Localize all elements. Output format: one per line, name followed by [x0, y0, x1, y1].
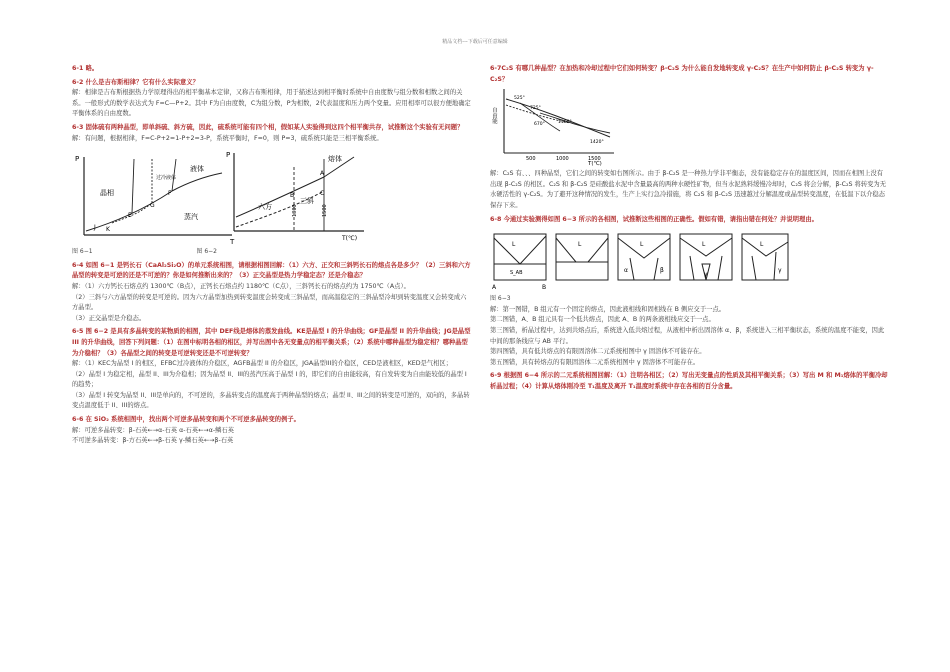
svg-text:E: E	[128, 212, 132, 220]
answer-6-3: 解：有问题，根据相律，F=C-P+2=1-P+2=3-P，系统平衡时，F=0，则 P=3，硫系统只能是三相平衡系统。	[72, 134, 383, 142]
svg-text:L: L	[760, 241, 764, 249]
answer-6-4-1: 解：（1）六方钙长石熔点约 1300℃（B点），正钙长石熔点约 1180℃（C点），三斜钙长石的熔点约为 1750℃（A点）。	[72, 282, 410, 290]
figure-6-3-container	[490, 228, 888, 294]
fig3-b-label: B	[542, 284, 547, 292]
c2s-temp-1420: 1420°	[590, 140, 604, 146]
c2s-tick-1500: 1500	[588, 156, 601, 163]
answer-6-8-5: 第五图错，具有转熔点的有限固溶体二元系统相图中 γ 固溶体不可能存在。	[490, 358, 700, 366]
answer-6-5-2: （2）晶型 I 为稳定相，晶型 II、III为介稳相；因为晶型 II、III的蒸汽压高于晶型 I 的，即它们的自由能较高，有自发转变为自由能较低的晶型 I 的趋势；	[72, 370, 467, 389]
fig2-melt-label: 熔体	[328, 155, 342, 164]
svg-text:B: B	[290, 192, 295, 200]
question-6-5: 6-5 图 6−2 是具有多晶转变的某物质的相图，其中 DEF线是熔体的蒸发曲线。KE是晶型 I 的升华曲线；GF是晶型 II 的升华曲线；JG是晶型 III 的升华曲线，回答下列问题：（1）在图中标明各相的相区，并写出图中各无变量点的相平衡关系；（2）系统中哪种晶型为稳定相？哪种晶型为介稳相？（3）各晶型之间的转变是可逆转变还是不可逆转变？	[72, 328, 471, 357]
answer-6-5-1: 解：（1）KEC为晶型 I 的相区，EFBC过冷液体的介稳区，AGFB晶型 II 的介稳区，JGA晶型III的介稳区，CED是液相区，KED是气相区；	[72, 360, 453, 368]
question-6-3: 6-3 固体硫有两种晶型，即单斜硫、斜方硫，因此，硫系统可能有四个相，假如某人实验得到这四个相平衡共存，试推断这个实验有无问题？	[72, 123, 464, 131]
answer-6-6-1: 解：可逆多晶转变：β-石英←→α-石英 α-石英←→α-鳞石英	[72, 426, 235, 434]
fig3-l-label-1: L	[512, 241, 516, 249]
answer-6-5-3: （3）晶型 I 转变为晶型 II、III是单向的，不可逆的，多晶转变点的温度高于两种晶型的熔点；晶型 II、III之间的转变是可逆的，双向的，多晶转变点温度低于 II、III的熔点。	[72, 391, 470, 410]
fig1-vapor-label: 蒸汽	[184, 213, 198, 222]
figure-c2s-free-energy	[490, 85, 620, 167]
svg-text:α: α	[624, 267, 628, 275]
answer-6-8-4: 第四图错，具有低共熔点的有限固溶体二元系统相图中 γ 固溶体不可能存在。	[490, 348, 706, 356]
svg-text:J: J	[94, 224, 96, 232]
svg-text:γ: γ	[704, 271, 708, 279]
svg-text:L: L	[578, 241, 582, 249]
figure-c2s-container	[490, 85, 888, 169]
answer-6-4-3: （3）正交晶型是介稳态。	[72, 314, 146, 322]
answer-6-2: 解：相律是吉布斯根据热力学原理得出的相平衡基本定律，又称吉布斯相律，用于描述达到相平衡时系统中自由度数与组分数和相数之间的关系。一般形式的数学表达式为 F=C—P+2。其中 F为自由度数，C为组分数，P为相数，2代表温度和压力两个变量。应用相率可以很方便地确定平衡体系的自由度数。	[72, 89, 471, 118]
left-column	[72, 64, 472, 447]
caption-6-1: 图 6−1	[72, 248, 93, 256]
svg-text:K: K	[106, 226, 110, 234]
fig3-a-label: A	[492, 284, 497, 292]
figure-6-1	[72, 151, 242, 247]
question-6-4: 6-4 如图 6−1 是钙长石（CaAl₂Si₂O）的单元系统相图，请根据相图回解：（1）六方、正交和三斜钙长石的熔点各是多少？（2）三斜和六方晶型的转变是可逆的还是不可逆的？你是如何推断出来的？（3）正交晶型是热力学稳定态？还是介稳态？	[72, 261, 471, 280]
svg-text:L: L	[640, 241, 644, 249]
right-column	[490, 64, 888, 393]
figure-row-6-1-6-2	[72, 147, 472, 247]
svg-text:A: A	[320, 170, 325, 178]
figure-6-2	[224, 147, 374, 243]
answer-6-8-2: 第二图错，A、B 组元具有一个低共熔点，因此 A、B 的两条液相线应交于一点。	[490, 316, 715, 324]
c2s-x-label: T(℃)	[588, 161, 602, 168]
question-6-9: 6-9 根据图 6−4 所示的二元系统相图回解：（1）注明各相区；（2）写出无变量点的性质及其相平衡关系；（3）写出 M 和 M₁熔体的平衡冷却析晶过程；（4）计算从熔体刚冷至 T₁温度及离开 T₁温度时系统中存在各相的百分含量。	[490, 372, 888, 390]
c2s-temp-525: 525°	[514, 96, 525, 102]
answer-6-8-1: 解：第一图错，B 组元有一个固定的熔点，因此液相线和固相线在 B 侧应交于一点。	[490, 305, 726, 313]
c2s-tick-500: 500	[526, 156, 536, 163]
question-6-7: 6-7C₂S 有哪几种晶型？在加热和冷却过程中它们如何转变？β-C₂S 为什么能自发地转变成 γ-C₂S？在生产中如何防止 β-C₂S 转变为 γ-C₂S？	[490, 65, 874, 83]
svg-text:F: F	[168, 190, 172, 198]
svg-text:G: G	[150, 202, 155, 210]
fig3-sab-label: S_AB	[510, 270, 523, 277]
question-6-2: 6-2 什么是吉布斯相律？它有什么实际意义？	[72, 78, 199, 86]
page-header: 精品文档---下载后可任意编辑	[442, 39, 508, 45]
c2s-y-label: 自由能	[491, 107, 497, 124]
fig2-liu-label: 六方	[258, 203, 272, 212]
answer-6-7: 解：C₂S 有、、、四种晶型，它们之间的转变如右图所示。由于 β-C₂S 是一种热力学非平衡态，没有能稳定存在的温度区间，因而在相图上没有出现 β-C₂S 的相区。C₂S 和 β-C₂S 是硅酸盐水泥中含量最高的两种水硬性矿物，但当水泥熟料缓慢冷却时，C₂S 将会分解，β-C₂S 将转变为无水硬活性的 γ-C₂S。为了避开这种情况的发生，生产上实行急冷措施，将 C₂S 和 β-C₂S 迅速越过分解温度或晶型转变温度，在低温下以介稳态保存下来。	[490, 170, 887, 209]
c2s-temp-725: 725°	[530, 106, 541, 112]
question-6-1: 6-1 略。	[72, 65, 99, 72]
c2s-temp-670: 670°	[534, 122, 545, 128]
fig1-liquid-label: 液体	[190, 165, 204, 174]
diagram-2	[556, 234, 608, 280]
fig2-t-label: T(℃)	[342, 235, 358, 243]
fig2-tick-1300: 1300	[292, 204, 298, 218]
svg-text:β: β	[660, 267, 664, 275]
answer-6-4-2: （2）三斜与六方晶型的转变是可逆的。因为六方晶型加热到转变温度会转变成三斜晶型，而高温稳定的三斜晶型冷却到转变温度又会转变成六方晶型。	[72, 293, 467, 312]
fig2-tick-1500: 1500	[322, 204, 328, 218]
question-6-6: 6-6 在 SiO₂ 系统相图中，找出两个可逆多晶转变和两个不可逆多晶转变的例子。	[72, 416, 300, 424]
fig1-p-label: P	[75, 155, 80, 164]
fig2-p-label: P	[226, 151, 231, 160]
c2s-tick-1000: 1000	[556, 156, 569, 163]
figure-captions-6-1-6-2	[72, 247, 472, 258]
svg-text:C: C	[320, 190, 325, 198]
fig1-supercooled-label: 过冷液体	[156, 175, 177, 182]
fig2-san-label: 三斜	[300, 197, 314, 206]
fig1-t-label: T	[230, 238, 235, 247]
svg-text:L: L	[702, 241, 706, 249]
figure-6-3	[490, 228, 790, 292]
question-6-8: 6-8 今通过实验测得如图 6−3 所示的各相图，试推断这些相图的正确性。假如有错，请指出错在何处？并说明理由。	[490, 215, 818, 223]
answer-6-6-2: 不可逆多晶转变：β-方石英←→β-石英 γ-鳞石英←→β-石英	[72, 437, 234, 445]
caption-6-2: 图 6−2	[196, 248, 217, 256]
c2s-temp-1160: 1160°	[558, 120, 572, 126]
caption-6-3: 图 6−3	[490, 295, 511, 303]
svg-text:γ: γ	[778, 267, 782, 275]
answer-6-8-3: 第三图错，析晶过程中，达到共熔点后，系统进入低共熔过程，从液相中析出固溶体 α、β，系统进入三相平衡状态，系统的温度不能变，因此中间的那条线应与 AB 平行。	[490, 326, 885, 345]
fig1-crystal-label: 晶相	[100, 189, 114, 198]
